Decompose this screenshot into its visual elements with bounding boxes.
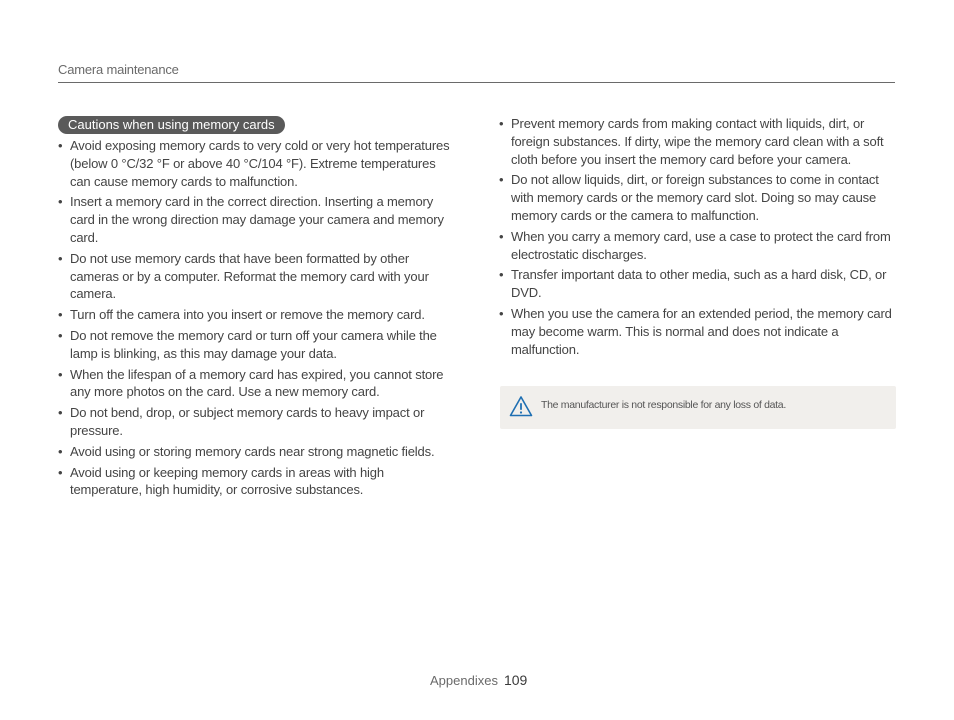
- bullet-text: Transfer important data to other media, such as a hard disk, CD, or DVD.: [511, 267, 887, 301]
- bullet-text: Prevent memory cards from making contact with liquids, dirt, or foreign substances. If dirty, wipe the memory card clean with a soft cloth before you insert the memory card before your camera.: [511, 116, 884, 167]
- header-rule: [58, 82, 895, 83]
- bullet-text: When the lifespan of a memory card has expired, you cannot store any more photos on the card. Use a new memory card.: [70, 366, 444, 400]
- bullet-dot-icon: •: [58, 366, 63, 382]
- bullet-item: [499, 228, 895, 264]
- bullet-dot-icon: •: [58, 194, 63, 210]
- page-number: 109: [503, 672, 528, 688]
- bullet-text: Turn off the camera into you insert or remove the memory card.: [70, 307, 425, 323]
- bullet-text: Avoid exposing memory cards to very cold or very hot temperatures (below 0 °C/32 °F or above 40 °C/104 °F). Extreme temperatures can cause memory cards to malfunction.: [70, 138, 450, 189]
- bullet-dot-icon: •: [58, 327, 63, 343]
- bullet-dot-icon: •: [58, 250, 63, 266]
- bullet-text: Do not use memory cards that have been formatted by other cameras or by a computer. Reformat the memory card with your camera.: [70, 250, 429, 302]
- bullet-dot-icon: •: [58, 464, 63, 480]
- bullet-dot-icon: •: [58, 138, 63, 153]
- bullet-dot-icon: •: [499, 116, 504, 131]
- bullet-text: Do not allow liquids, dirt, or foreign substances to come in contact with memory cards or the memory card slot. Doing so may cause memory cards or the camera to malfunction.: [511, 172, 879, 223]
- bullet-item: [58, 366, 456, 402]
- bullet-item: [58, 193, 456, 246]
- bullet-text: Do not bend, drop, or subject memory cards to heavy impact or pressure.: [70, 405, 425, 438]
- section-title-pill: Cautions when using memory cards: [58, 116, 285, 134]
- bullet-dot-icon: •: [58, 443, 63, 459]
- bullet-dot-icon: •: [499, 228, 504, 244]
- bullet-dot-icon: •: [58, 405, 63, 421]
- bullet-item: [499, 115, 895, 168]
- bullet-text: When you use the camera for an extended period, the memory card may become warm. This is normal and does not indicate a malfunction.: [511, 305, 892, 357]
- footer-label: Appendixes: [430, 673, 498, 688]
- bullet-dot-icon: •: [58, 307, 63, 323]
- note-text: The manufacturer is not responsible for any loss of data.: [541, 399, 786, 411]
- right-bullet-list: [499, 115, 895, 361]
- bullet-text: Insert a memory card in the correct direction. Inserting a memory card in the wrong direction may damage your camera and memory card.: [70, 194, 444, 245]
- warning-icon: [509, 395, 533, 417]
- bullet-item: [499, 266, 895, 302]
- bullet-item: [58, 404, 456, 440]
- bullet-text: Avoid using or storing memory cards near strong magnetic fields.: [70, 443, 435, 459]
- left-bullet-list: [58, 137, 456, 502]
- bullet-item: [58, 137, 456, 190]
- bullet-dot-icon: •: [499, 172, 504, 188]
- bullet-text: Do not remove the memory card or turn off your camera while the lamp is blinking, as this may damage your data.: [70, 327, 437, 361]
- bullet-item: [58, 306, 456, 324]
- note-box: [500, 386, 896, 429]
- bullet-dot-icon: •: [499, 305, 504, 321]
- header-section-label: Camera maintenance: [58, 62, 179, 77]
- bullet-item: [499, 171, 895, 224]
- bullet-item: [58, 443, 456, 461]
- bullet-text: When you carry a memory card, use a case to protect the card from electrostatic discharges.: [511, 228, 891, 262]
- footer: [430, 672, 527, 688]
- bullet-item: [58, 327, 456, 363]
- bullet-item: [499, 305, 895, 358]
- bullet-dot-icon: •: [499, 267, 504, 283]
- bullet-text: Avoid using or keeping memory cards in areas with high temperature, high humidity, or corrosive substances.: [70, 464, 384, 498]
- bullet-item: [58, 250, 456, 303]
- bullet-item: [58, 464, 456, 500]
